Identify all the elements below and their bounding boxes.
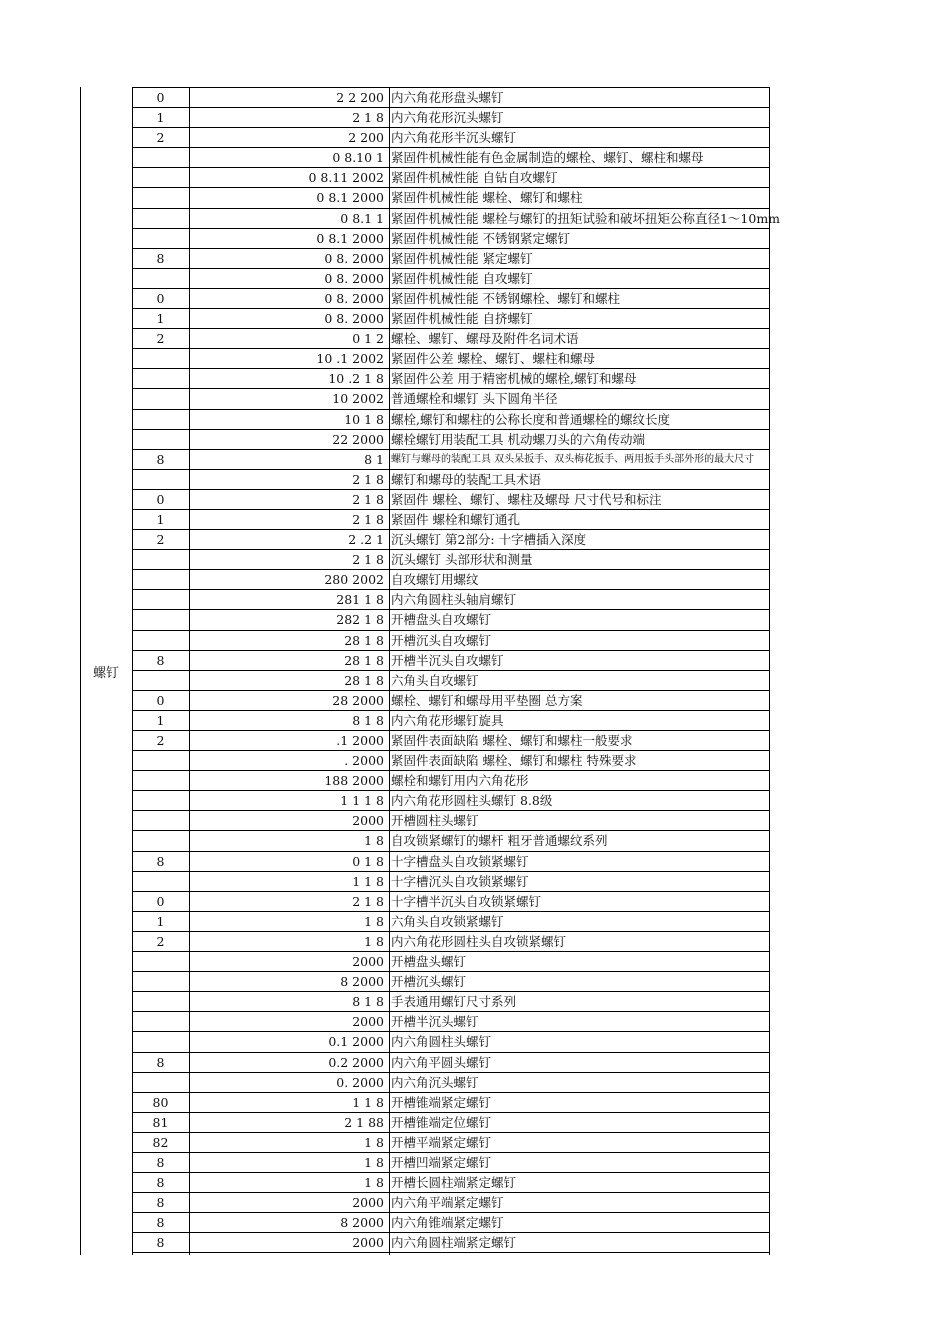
table-row: [132, 249, 770, 269]
standard-title-cell: 开槽圆柱头螺钉: [391, 813, 479, 829]
standard-number-cell: 0 1 8: [352, 853, 384, 869]
table-row: [132, 651, 770, 671]
standard-number-cell: 1 8: [364, 833, 384, 849]
row-index-cell: 0: [156, 491, 165, 507]
row-index-cell: 2: [156, 331, 165, 347]
standard-number-cell: 1 8: [364, 1175, 384, 1191]
standard-title-cell: 紧固件机械性能 自挤螺钉: [391, 311, 533, 327]
row-index-cell: 1: [156, 511, 165, 527]
row-index-cell: 8: [156, 853, 165, 869]
standard-number-cell: 10 1 8: [344, 411, 384, 427]
table-row: [132, 1053, 770, 1073]
standard-title-cell: 螺栓、螺钉和螺母用平垫圈 总方案: [391, 692, 583, 708]
table-row: [132, 831, 770, 851]
table-row: [132, 912, 770, 932]
standard-number-cell: 8 1 8: [352, 994, 384, 1010]
row-index-cell: 0: [156, 290, 165, 306]
standard-number-cell: 0 8. 2000: [324, 311, 384, 327]
standard-number-cell: 0.2 2000: [328, 1054, 384, 1070]
standard-title-cell: 开槽锥端定位螺钉: [391, 1114, 492, 1130]
table-row: [132, 590, 770, 610]
row-index-cell: 82: [152, 1134, 169, 1150]
standard-title-cell: 内六角花形圆柱头螺钉 8.8级: [391, 793, 553, 809]
table-row: [132, 88, 770, 108]
standard-title-cell: 开槽沉头自攻螺钉: [391, 632, 492, 648]
standard-title-cell: 开槽凹端紧定螺钉: [391, 1154, 492, 1170]
standard-title-cell: 内六角锥端紧定螺钉: [391, 1215, 504, 1231]
standard-number-cell: 0 8. 2000: [324, 250, 384, 266]
standard-number-cell: 28 1 8: [344, 672, 384, 688]
standard-title-cell: 紧固件机械性能 自钻自攻螺钉: [391, 170, 558, 186]
standard-number-cell: 282 1 8: [336, 612, 384, 628]
standard-number-cell: 2000: [352, 1014, 384, 1030]
standard-title-cell: 紧固件机械性能 螺栓与螺钉的扭矩试验和破坏扭矩公称直径1～10mm: [391, 210, 781, 226]
standard-number-cell: 8 2000: [340, 974, 384, 990]
table-row: [132, 932, 770, 952]
standard-number-cell: 22 2000: [332, 431, 384, 447]
standard-title-cell: 紧固件表面缺陷 螺栓、螺钉和螺柱 特殊要求: [391, 753, 637, 769]
table-row: [132, 751, 770, 771]
table-row: [132, 1093, 770, 1113]
table-row: [132, 148, 770, 168]
standard-title-cell: 开槽长圆柱端紧定螺钉: [391, 1175, 517, 1191]
standard-title-cell: 螺钉与螺母的装配工具 双头呆扳手、双头梅花扳手、两用扳手头部外形的最大尺寸: [391, 453, 755, 465]
standard-title-cell: 普通螺栓和螺钉 头下圆角半径: [391, 391, 558, 407]
table-row: [132, 610, 770, 630]
standard-title-cell: 开槽沉头螺钉: [391, 974, 467, 990]
table-row: [132, 711, 770, 731]
table-row: [132, 872, 770, 892]
table-row: [132, 671, 770, 691]
standard-title-cell: 紧固件公差 用于精密机械的螺栓,螺钉和螺母: [391, 371, 637, 387]
table-row: [132, 631, 770, 651]
standard-number-cell: 10 .1 2002: [316, 351, 384, 367]
standard-title-cell: 开槽锥端紧定螺钉: [391, 1094, 492, 1110]
standard-number-cell: 2 2 200: [336, 90, 384, 105]
row-index-cell: 8: [156, 1215, 165, 1231]
table-row: [132, 1073, 770, 1093]
standard-title-cell: 内六角圆柱端紧定螺钉: [391, 1235, 517, 1251]
standard-number-cell: 0 1 2: [352, 331, 384, 347]
table-row: [132, 389, 770, 409]
standard-title-cell: 内六角平圆头螺钉: [391, 1054, 492, 1070]
standard-number-cell: 2000: [352, 813, 384, 829]
standard-number-cell: 281 1 8: [336, 592, 384, 608]
table-row: [132, 892, 770, 912]
row-index-cell: 8: [156, 1175, 165, 1191]
table-row: [132, 349, 770, 369]
category-cell: 螺钉: [92, 665, 119, 681]
table-row: [132, 1133, 770, 1153]
standard-title-cell: 沉头螺钉 头部形状和测量: [391, 552, 533, 568]
standard-title-cell: 六角头自攻螺钉: [391, 672, 479, 688]
standard-title-cell: 紧固件表面缺陷 螺栓、螺钉和螺柱一般要求: [391, 733, 633, 748]
table-row: [132, 1153, 770, 1173]
standard-number-cell: 2 1 8: [352, 471, 384, 487]
table-row: [132, 852, 770, 872]
standard-number-cell: 0.1 2000: [328, 1034, 384, 1050]
row-index-cell: 8: [156, 652, 165, 668]
standard-title-cell: 内六角花形圆柱头自攻锁紧螺钉: [391, 933, 567, 949]
standard-number-cell: 28 2000: [332, 692, 384, 708]
row-index-cell: 8: [156, 250, 165, 266]
row-index-cell: 2: [156, 933, 165, 949]
table-row: [132, 1193, 770, 1213]
row-index-cell: 0: [156, 893, 165, 909]
standard-title-cell: 紧固件机械性能 紧定螺钉: [391, 250, 533, 266]
table-row: [132, 1012, 770, 1032]
standard-number-cell: 2 1 8: [352, 552, 384, 568]
table-row: [132, 430, 770, 450]
table-row: [132, 450, 770, 470]
standard-title-cell: 内六角花形盘头螺钉: [391, 90, 504, 105]
standard-number-cell: 2 1 8: [352, 511, 384, 527]
standard-title-cell: 六角头自攻锁紧螺钉: [391, 913, 504, 929]
standard-title-cell: 沉头螺钉 第2部分: 十字槽插入深度: [391, 532, 587, 548]
standard-title-cell: 开槽平端紧定螺钉: [391, 1134, 492, 1150]
standard-number-cell: 0 8. 2000: [324, 270, 384, 286]
standard-title-cell: 内六角花形沉头螺钉: [391, 110, 504, 126]
row-index-cell: 0: [156, 90, 165, 105]
table-row: [132, 771, 770, 791]
standard-number-cell: 2000: [352, 1235, 384, 1251]
row-index-cell: 2: [156, 733, 165, 748]
table-row: [132, 269, 770, 289]
table-row: [132, 691, 770, 711]
standard-number-cell: .1 2000: [336, 733, 384, 748]
standard-title-cell: 紧固件机械性能 螺栓、螺钉和螺柱: [391, 190, 583, 206]
row-index-cell: 1: [156, 110, 165, 126]
table-row: [132, 731, 770, 751]
standard-number-cell: . 2000: [344, 753, 384, 769]
standard-title-cell: 螺栓和螺钉用内六角花形: [391, 773, 529, 789]
standard-number-cell: 1 8: [364, 913, 384, 929]
standard-number-cell: 10 2002: [332, 391, 384, 407]
table-row: [132, 1032, 770, 1052]
row-index-cell: 81: [152, 1114, 169, 1130]
table-row: [132, 1233, 770, 1253]
row-index-cell: 1: [156, 913, 165, 929]
standard-number-cell: 8 1: [364, 451, 384, 467]
standard-number-cell: 28 1 8: [344, 632, 384, 648]
standard-title-cell: 螺栓,螺钉和螺柱的公称长度和普通螺栓的螺纹长度: [391, 411, 670, 427]
table-row: [132, 972, 770, 992]
table-row: [132, 570, 770, 590]
table-row: [132, 229, 770, 249]
standard-number-cell: 280 2002: [324, 572, 384, 588]
table-row: [132, 188, 770, 208]
table-row: [132, 309, 770, 329]
table-row: [132, 811, 770, 831]
row-index-cell: 8: [156, 1154, 165, 1170]
standard-title-cell: 紧固件机械性能有色金属制造的螺栓、螺钉、螺柱和螺母: [391, 150, 704, 166]
standard-title-cell: 开槽盘头螺钉: [391, 954, 467, 970]
standard-number-cell: 0 8.11 2002: [308, 170, 384, 186]
table-row: [132, 410, 770, 430]
table-row: [132, 369, 770, 389]
row-index-cell: 8: [156, 1195, 165, 1211]
standard-title-cell: 紧固件公差 螺栓、螺钉、螺柱和螺母: [391, 351, 595, 367]
standard-number-cell: 2 1 8: [352, 893, 384, 909]
standard-number-cell: 0 8. 2000: [324, 290, 384, 306]
standard-number-cell: 0 8.10 1: [332, 150, 384, 166]
table-row: [132, 470, 770, 490]
table-row: [132, 550, 770, 570]
standard-number-cell: 10 .2 1 8: [328, 371, 384, 387]
standard-title-cell: 紧固件机械性能 不锈钢螺栓、螺钉和螺柱: [391, 290, 620, 306]
standard-title-cell: 开槽半沉头自攻螺钉: [391, 652, 504, 668]
row-index-cell: 2: [156, 532, 165, 548]
standard-title-cell: 螺栓螺钉用装配工具 机动螺刀头的六角传动端: [391, 431, 645, 447]
row-index-cell: 0: [156, 692, 165, 708]
row-index-cell: 1: [156, 712, 165, 728]
standard-number-cell: 2 1 8: [352, 110, 384, 126]
standard-number-cell: 0 8.1 2000: [316, 230, 384, 246]
standard-title-cell: 紧固件机械性能 自攻螺钉: [391, 270, 533, 286]
table-row: [132, 128, 770, 148]
standard-title-cell: 紧固件机械性能 不锈钢紧定螺钉: [391, 230, 570, 246]
row-index-cell: 1: [156, 311, 165, 327]
standard-title-cell: 开槽半沉头螺钉: [391, 1014, 479, 1030]
table-row: [132, 108, 770, 128]
standard-title-cell: 自攻螺钉用螺纹: [391, 572, 479, 588]
table-row: [132, 791, 770, 811]
standard-number-cell: 8 2000: [340, 1215, 384, 1231]
table-row: [132, 1113, 770, 1133]
standard-title-cell: 内六角平端紧定螺钉: [391, 1195, 504, 1211]
standard-number-cell: 188 2000: [324, 773, 384, 789]
standard-title-cell: 内六角沉头螺钉: [391, 1074, 479, 1090]
table-row: [132, 510, 770, 530]
standard-title-cell: 手表通用螺钉尺寸系列: [391, 994, 517, 1010]
table-row: [132, 289, 770, 309]
table-row: [132, 209, 781, 229]
standard-title-cell: 螺钉和螺母的装配工具术语: [391, 471, 542, 487]
standard-number-cell: 1 8: [364, 1134, 384, 1150]
standard-title-cell: 紧固件 螺栓和螺钉通孔: [391, 511, 520, 527]
row-index-cell: 8: [156, 1235, 165, 1251]
standard-number-cell: 2 .2 1: [348, 532, 384, 548]
row-index-cell: 8: [156, 451, 165, 467]
standard-number-cell: 1 1 8: [352, 1094, 384, 1110]
standard-number-cell: 28 1 8: [344, 652, 384, 668]
standard-number-cell: 1 1 8: [352, 873, 384, 889]
standard-title-cell: 十字槽盘头自攻锁紧螺钉: [391, 853, 529, 869]
standard-number-cell: 1 1 1 8: [340, 793, 384, 809]
standard-title-cell: 十字槽半沉头自攻锁紧螺钉: [391, 893, 542, 909]
standard-number-cell: 2 1 88: [344, 1114, 384, 1130]
table-row: [132, 992, 770, 1012]
standard-title-cell: 开槽盘头自攻螺钉: [391, 612, 492, 628]
table-row: [132, 530, 770, 550]
standard-title-cell: 内六角花形螺钉旋具: [391, 712, 504, 728]
standard-number-cell: 1 8: [364, 933, 384, 949]
standard-title-cell: 内六角圆柱头螺钉: [391, 1034, 492, 1050]
standard-number-cell: 0 8.1 2000: [316, 190, 384, 206]
row-index-cell: 80: [152, 1094, 169, 1110]
standard-number-cell: 2000: [352, 954, 384, 970]
standard-title-cell: 内六角圆柱头轴肩螺钉: [391, 592, 517, 608]
table-row: [132, 329, 770, 349]
row-index-cell: 8: [156, 1054, 165, 1070]
standards-table: [80, 87, 781, 1255]
standard-number-cell: 0 8.1 1: [340, 210, 384, 226]
standard-number-cell: 1 8: [364, 1154, 384, 1170]
table-row: [132, 1213, 770, 1233]
table-border-left: [80, 87, 81, 1255]
standard-title-cell: 内六角花形半沉头螺钉: [391, 130, 517, 146]
table-row: [132, 1173, 770, 1193]
table-body: [132, 88, 781, 1253]
standard-number-cell: 2 1 8: [352, 491, 384, 507]
table-row: [132, 490, 770, 510]
standard-number-cell: 0. 2000: [336, 1074, 384, 1090]
row-index-cell: 2: [156, 130, 165, 146]
standard-number-cell: 2 200: [348, 130, 384, 146]
standard-title-cell: 螺栓、螺钉、螺母及附件名词术语: [391, 331, 579, 347]
standard-title-cell: 紧固件 螺栓、螺钉、螺柱及螺母 尺寸代号和标注: [391, 491, 662, 507]
table-row: [132, 952, 770, 972]
standard-number-cell: 8 1 8: [352, 712, 384, 728]
table-row: [132, 168, 770, 188]
standard-number-cell: 2000: [352, 1195, 384, 1211]
standard-title-cell: 十字槽沉头自攻锁紧螺钉: [391, 873, 529, 889]
standard-title-cell: 自攻锁紧螺钉的螺杆 粗牙普通螺纹系列: [391, 833, 608, 849]
